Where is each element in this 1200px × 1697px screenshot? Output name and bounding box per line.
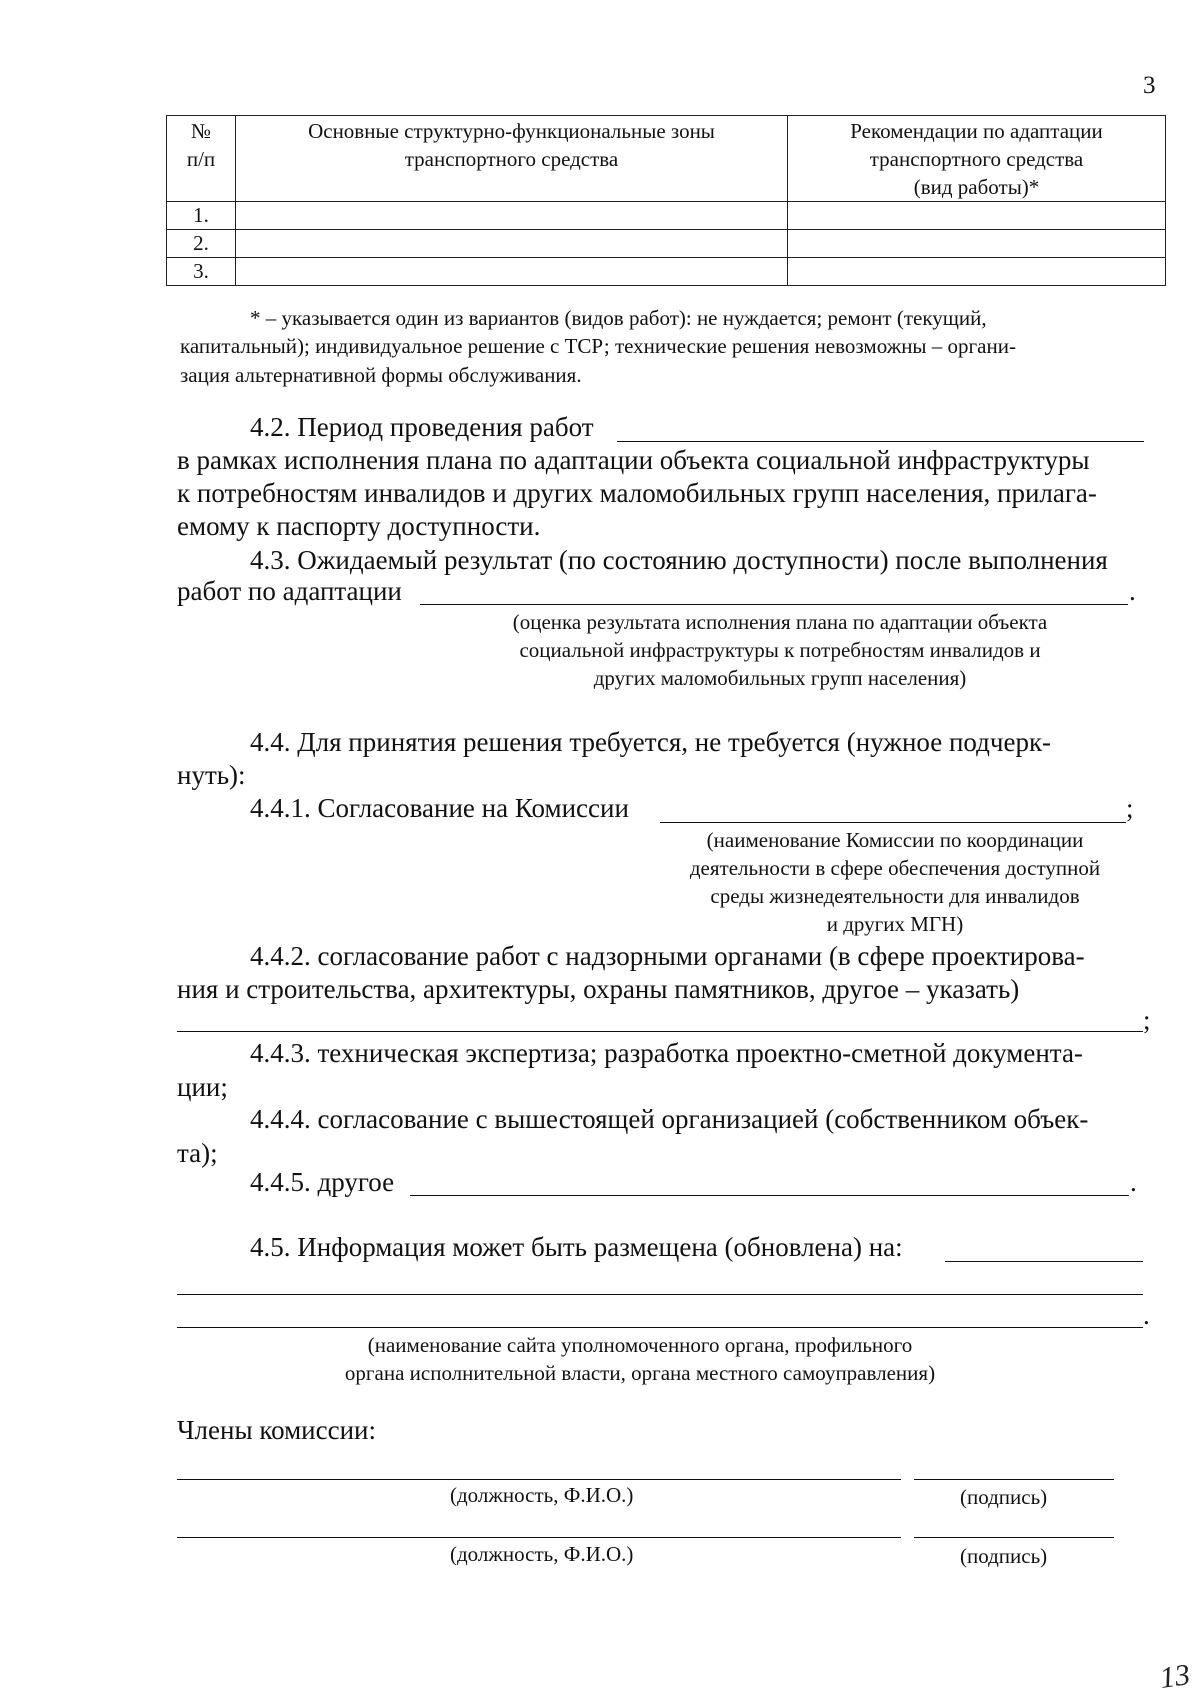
zone-cell[interactable] xyxy=(236,258,788,286)
s443-line-1: 4.4.3. техническая экспертиза; разработка проектно-сметной документа- xyxy=(250,1038,1083,1068)
commission-caption: (наименование Комиссии по координации деятельности в сфере обеспечения доступной среды жизнедеятельности для инвалидов и других МГН) xyxy=(689,828,1101,936)
footnote-line-1: * – указывается один из вариантов (видов работ): не нуждается; ремонт (текущий, xyxy=(250,306,987,330)
s43-period: . xyxy=(1129,576,1136,606)
site-caption: (наименование сайта уполномоченного органа, профильного органа исполнительной власти, органа местного самоуправления) xyxy=(344,1333,936,1385)
col-header-zones: Основные структурно-функциональные зоны транспортного средства xyxy=(236,116,788,202)
s44-line-1: 4.4. Для принятия решения требуется, не требуется (нужное подчерк- xyxy=(250,727,1052,757)
s443-line-2: ции; xyxy=(177,1072,228,1102)
s43-line-1: 4.3. Ожидаемый результат (по состоянию доступности) после выполнения xyxy=(250,545,1108,575)
table-row xyxy=(167,230,1166,258)
s445-label: 4.4.5. другое xyxy=(250,1167,395,1197)
s45-label: 4.5. Информация может быть размещена (обновлена) на: xyxy=(250,1232,903,1262)
row-number: 1. xyxy=(167,202,236,230)
page-number: 3 xyxy=(1143,72,1156,99)
s444-line-2: та); xyxy=(177,1138,218,1168)
commission-field[interactable] xyxy=(660,822,1126,823)
footnote-line-3: зация альтернативной формы обслуживания. xyxy=(180,363,582,387)
recommendation-cell[interactable] xyxy=(788,202,1166,230)
row-number: 2. xyxy=(167,230,236,258)
col-header-number: № п/п xyxy=(167,116,236,202)
member-1-signature-caption: (подпись) xyxy=(960,1485,1048,1509)
recommendation-cell[interactable] xyxy=(788,258,1166,286)
s43-line-2: работ по адаптации xyxy=(177,576,402,606)
s442-semicolon: ; xyxy=(1143,1005,1151,1035)
period-label: 4.2. Период проведения работ xyxy=(250,412,594,442)
col-header-recommendations: Рекомендации по адаптации транспортного средства (вид работы)* xyxy=(788,116,1166,202)
expected-result-field[interactable] xyxy=(420,604,1128,605)
members-title: Члены комиссии: xyxy=(177,1415,376,1445)
member-2-signature-caption: (подпись) xyxy=(960,1544,1048,1568)
s441-semicolon: ; xyxy=(1126,793,1134,823)
footnote-line-2: капитальный); индивидуальное решение с ТСР; технические решения невозможны – органи- xyxy=(180,334,1016,358)
row-number: 3. xyxy=(167,258,236,286)
handwritten-page-mark: 13 xyxy=(1157,1658,1193,1695)
zone-cell[interactable] xyxy=(236,202,788,230)
member-2-position-field[interactable] xyxy=(177,1537,901,1538)
recommendation-cell[interactable] xyxy=(788,230,1166,258)
period-field[interactable] xyxy=(617,441,1144,442)
s445-period: . xyxy=(1130,1167,1137,1197)
other-field[interactable] xyxy=(410,1195,1129,1196)
expected-result-caption: (оценка результата исполнения плана по адаптации объекта социальной инфраструктуры к потребностям инвалидов и других маломобильных групп населения) xyxy=(512,610,1048,690)
supervisory-field[interactable] xyxy=(177,1031,1143,1032)
s442-line-2: ния и строительства, архитектуры, охраны памятников, другое – указать) xyxy=(177,974,1020,1004)
table-row xyxy=(167,258,1166,286)
s45-period: . xyxy=(1143,1300,1150,1330)
s444-line-1: 4.4.4. согласование с вышестоящей организацией (собственником объек- xyxy=(250,1104,1089,1134)
s42-line-2: в рамках исполнения плана по адаптации объекта социальной инфраструктуры xyxy=(177,445,1090,475)
s42-line-3: к потребностям инвалидов и других маломобильных групп населения, прилага- xyxy=(177,478,1097,508)
table-header-row xyxy=(167,116,1166,202)
adaptation-table xyxy=(166,115,1166,286)
s42-line-4: емому к паспорту доступности. xyxy=(177,511,541,541)
member-1-position-caption: (должность, Ф.И.О.) xyxy=(450,1483,634,1507)
member-1-position-field[interactable] xyxy=(177,1479,901,1480)
info-field-1[interactable] xyxy=(945,1261,1143,1262)
s441-label: 4.4.1. Согласование на Комиссии xyxy=(250,793,629,823)
table-row xyxy=(167,202,1166,230)
s442-line-1: 4.4.2. согласование работ с надзорными органами (в сфере проектирова- xyxy=(250,941,1085,971)
member-1-signature-field[interactable] xyxy=(914,1479,1114,1480)
s44-line-2: нуть): xyxy=(177,760,246,790)
zone-cell[interactable] xyxy=(236,230,788,258)
info-field-3[interactable] xyxy=(177,1327,1143,1328)
info-field-2[interactable] xyxy=(177,1294,1143,1295)
member-2-position-caption: (должность, Ф.И.О.) xyxy=(450,1542,634,1566)
member-2-signature-field[interactable] xyxy=(914,1537,1114,1538)
